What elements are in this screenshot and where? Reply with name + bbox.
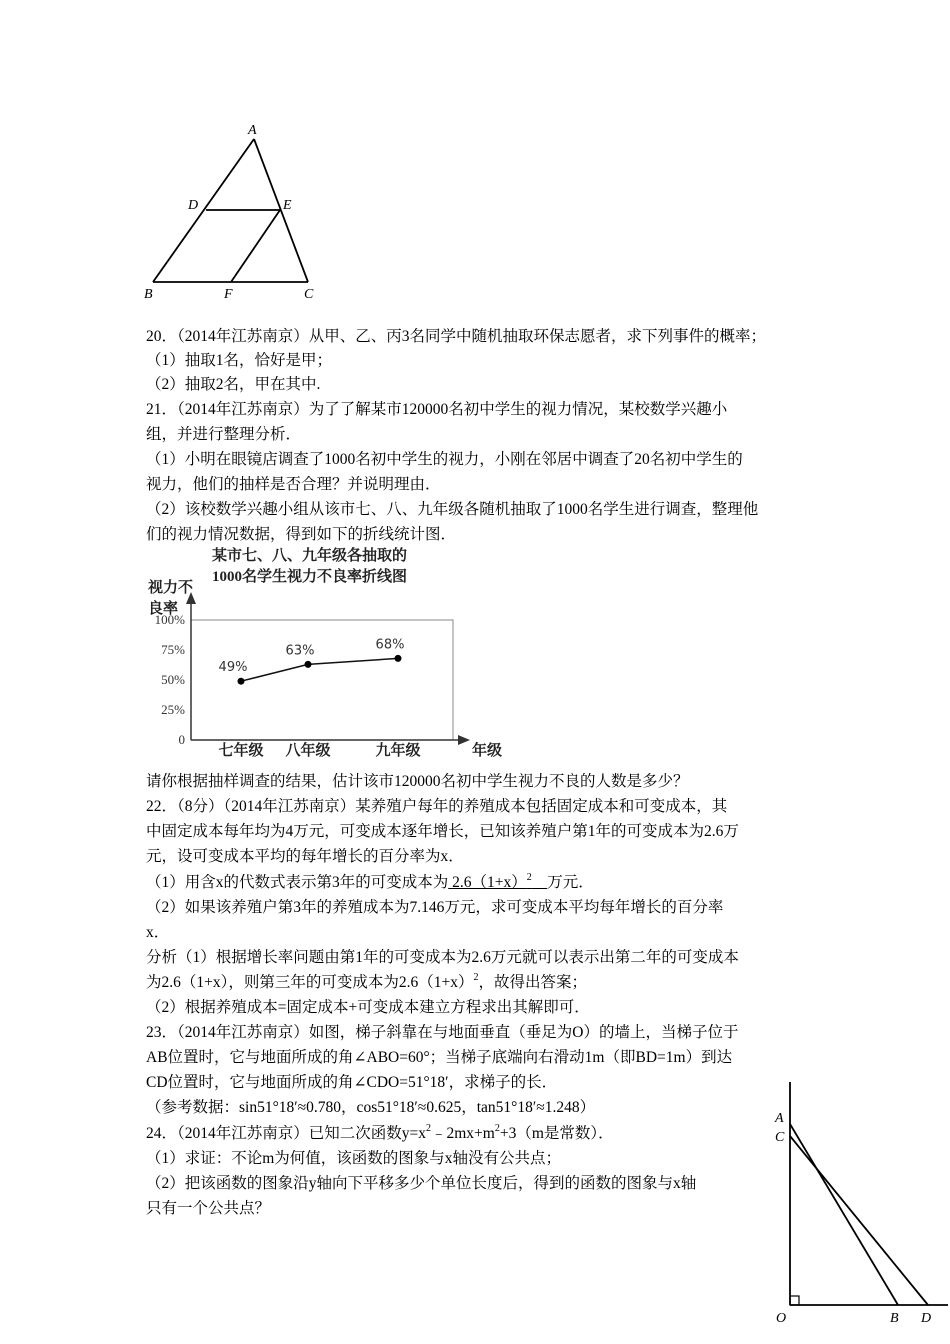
ladder-cd xyxy=(790,1136,928,1305)
q22-stem-1: 22．（8分）（2014年江苏南京）某养殖户每年的养殖成本包括固定成本和可变成本，其 xyxy=(146,798,728,815)
q21-part1-b: 视力，他们的抽样是否合理？并说明理由． xyxy=(146,476,441,493)
x-tick-label: 七年级 xyxy=(218,743,264,759)
data-point xyxy=(238,678,245,685)
q24-part2-a: （2）把该函数的图象沿y轴向下平移多少个单位长度后，得到的函数的图象与x轴 xyxy=(146,1175,697,1192)
q22-answer-exponent: 2 xyxy=(526,872,532,883)
q21-part1-a: （1）小明在眼镜店调查了1000名初中学生的视力，小刚在邻居中调查了20名初中学生的 xyxy=(146,451,743,468)
q22-part1 xyxy=(146,873,594,893)
q22-analysis-2 xyxy=(146,973,587,993)
chart-xlabel: 年级 xyxy=(472,743,503,759)
y-tick-label: 75% xyxy=(161,642,185,657)
chart-title-2: 1000名学生视力不良率折线图 xyxy=(212,569,408,585)
label-b: B xyxy=(890,1311,899,1326)
q22-answer-base: 2.6（1+x） xyxy=(448,874,527,891)
label-f: F xyxy=(224,287,233,302)
y-tick-label: 25% xyxy=(161,702,185,717)
data-point xyxy=(395,655,402,662)
chart-ylabel-1: 视力不 xyxy=(148,580,194,596)
chart-plot-frame xyxy=(191,620,453,740)
q21-part2-b: 们的视力情况数据，得到如下的折线统计图． xyxy=(146,526,457,543)
triangle-figure xyxy=(140,118,330,306)
label-a: A xyxy=(248,123,257,138)
q23-stem-3: CD位置时，它与地面所成的角∠CDO=51°18′，求梯子的长． xyxy=(146,1074,558,1091)
label-c: C xyxy=(304,287,314,302)
y-tick-label: 50% xyxy=(161,672,185,687)
data-point xyxy=(305,661,312,668)
q23-stem-2: AB位置时，它与地面所成的角∠ABO=60°；当梯子底端向右滑动1m（即BD=1m）到达 xyxy=(146,1049,733,1066)
q21-question: 请你根据抽样调查的结果，估计该市120000名初中学生视力不良的人数是多少？ xyxy=(146,773,689,790)
q24-exp-2: 2 xyxy=(494,1123,500,1134)
label-d: D xyxy=(188,198,199,213)
q24-stem xyxy=(146,1124,614,1144)
q22-analysis-3: （2）根据养殖成本=固定成本+可变成本建立方程求出其解即可． xyxy=(146,999,590,1016)
q22-part1-prefix: （1）用含x的代数式表示第3年的可变成本为 xyxy=(146,874,449,891)
q23-stem-1: 23．（2014年江苏南京）如图，梯子斜靠在与地面垂直（垂足为O）的墙上，当梯子位于 xyxy=(146,1024,739,1041)
x-tick-label: 八年级 xyxy=(285,743,331,759)
label-c: C xyxy=(775,1130,785,1145)
q24-part2-b: 只有一个公共点？ xyxy=(146,1200,271,1217)
chart-ylabel-2: 良率 xyxy=(148,601,179,617)
q21-part2-a: （2）该校数学兴趣小组从该市七、八、九年级各随机抽取了1000名学生进行调查，整理他 xyxy=(146,501,759,518)
q22-part1-suffix: 万元． xyxy=(547,874,594,891)
segment-ef xyxy=(231,210,280,282)
q22-analysis-exponent: 2 xyxy=(473,972,479,983)
ladder-figure xyxy=(768,1078,950,1344)
q24-exp-1: 2 xyxy=(426,1123,431,1134)
q24-part1: （1）求证：不论m为何值，该函数的图象与x轴没有公共点； xyxy=(146,1150,562,1167)
q22-analysis-2-suffix: ，故得出答案； xyxy=(478,974,587,991)
q22-stem-3: 元，设可变成本平均的每年增长的百分率为x． xyxy=(146,848,464,865)
right-angle-mark xyxy=(790,1296,799,1305)
q22-part2-a: （2）如果该养殖户第3年的养殖成本为7.146万元，求可变成本平均每年增长的百分率 xyxy=(146,899,724,916)
q24-stem-c: +3（m是常数）． xyxy=(499,1125,614,1142)
series-line xyxy=(241,658,398,681)
q20-stem: 20．（2014年江苏南京）从甲、乙、丙3名同学中随机抽取环保志愿者，求下列事件的概率； xyxy=(146,328,767,345)
y-tick-label: 100% xyxy=(154,612,185,627)
q22-analysis-2-prefix: 为2.6（1+x），则第三年的可变成本为2.6（1+x） xyxy=(146,974,474,991)
label-o: O xyxy=(776,1311,787,1326)
q24-stem-b: ﹣2mx+m xyxy=(431,1125,495,1142)
ladder-ab xyxy=(790,1124,898,1305)
x-tick-label: 九年级 xyxy=(375,743,421,759)
q20-part2: （2）抽取2名，甲在其中. xyxy=(146,376,321,393)
label-a: A xyxy=(775,1111,784,1126)
q24-stem-a: 24．（2014年江苏南京）已知二次函数y=x xyxy=(146,1125,426,1142)
label-b: B xyxy=(144,287,153,302)
q21-stem-2: 组，并进行整理分析． xyxy=(146,426,302,443)
q21-stem-1: 21．（2014年江苏南京）为了了解某市120000名初中学生的视力情况，某校数学兴趣小 xyxy=(146,401,728,418)
q23-reference: （参考数据：sin51°18′≈0.780，cos51°18′≈0.625，tan51°18′≈1.248） xyxy=(146,1099,596,1116)
label-e: E xyxy=(283,198,292,213)
q22-analysis-1: 分析（1）根据增长率问题由第1年的可变成本为2.6万元就可以表示出第二年的可变成本 xyxy=(146,949,739,966)
q22-part2-b: x． xyxy=(146,924,170,941)
data-label: 68% xyxy=(375,637,405,653)
x-axis-arrow xyxy=(458,735,470,745)
vision-line-chart xyxy=(140,540,520,768)
label-d: D xyxy=(921,1311,932,1326)
y-tick-label: 0 xyxy=(178,732,185,747)
q22-stem-2: 中固定成本每年均为4万元，可变成本逐年增长，已知该养殖户第1年的可变成本为2.6万 xyxy=(146,823,739,840)
data-label: 49% xyxy=(218,660,248,676)
chart-title-1: 某市七、八、九年级各抽取的 xyxy=(212,548,408,564)
data-label: 63% xyxy=(285,643,315,659)
q20-part1: （1）抽取1名，恰好是甲； xyxy=(146,352,333,369)
q22-part1-answer xyxy=(448,874,547,891)
